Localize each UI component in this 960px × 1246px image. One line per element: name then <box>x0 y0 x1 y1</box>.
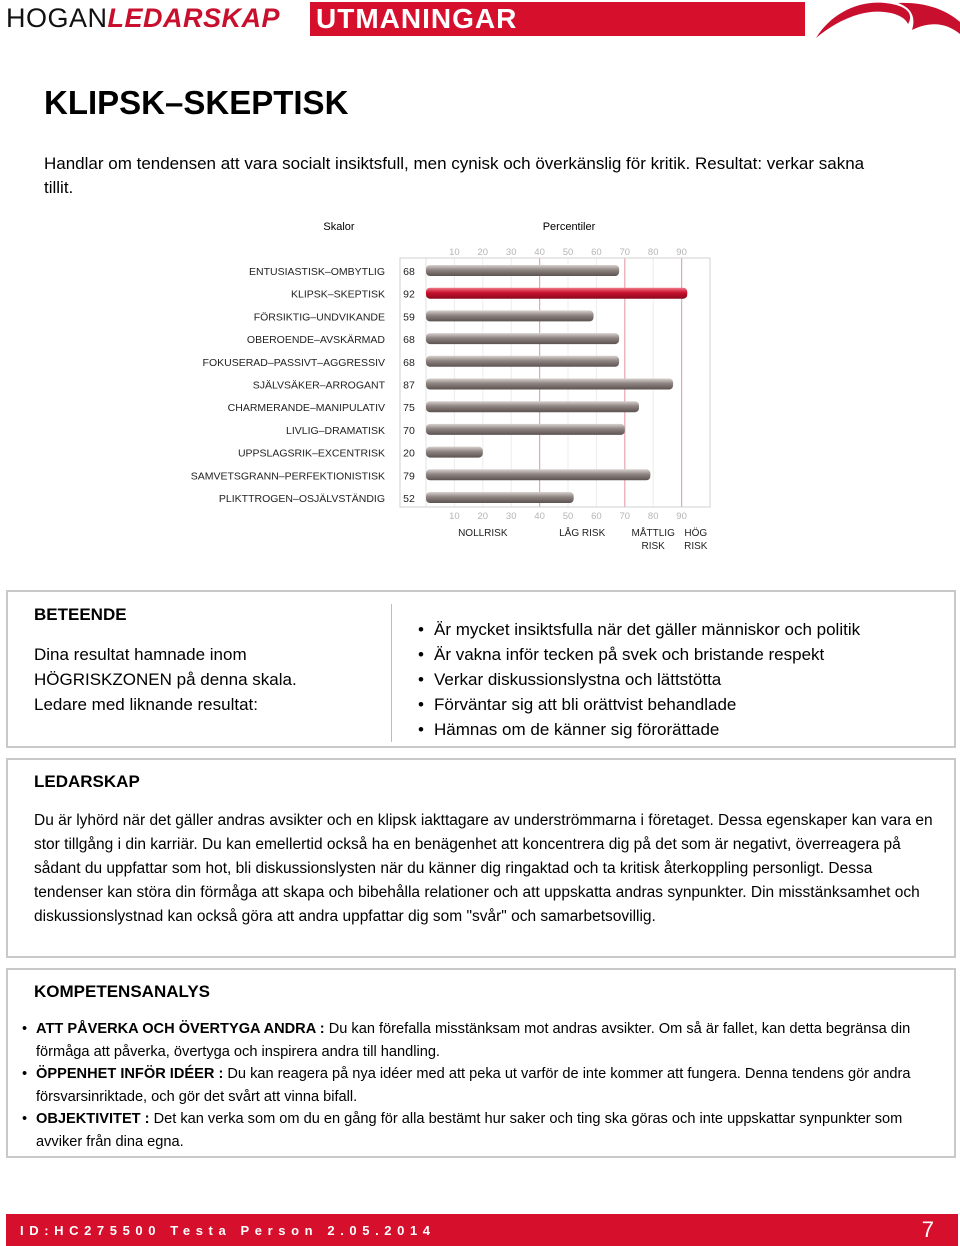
scale-label: SAMVETSGRANN–PERFEKTIONISTISK <box>190 470 385 483</box>
intro-text: Handlar om tendensen att vara socialt insiktsfull, men cynisk och överkänslig för kritik. Resultat: verkar sakna tillit. <box>44 154 865 197</box>
behavior-heading: BETEENDE <box>34 605 127 624</box>
tick-label-top: 30 <box>505 247 517 258</box>
competence-text: Du kan förefalla misstänksam mot andras avsikter. Om så är fallet, kan detta begränsa din förmåga att påverka, övertyga och inspirera andra till handling. <box>36 1021 911 1060</box>
scale-label: UPPSLAGSRIK–EXCENTRISK <box>237 447 385 460</box>
list-item: • Förväntar sig att bli orättvist behandlade <box>418 692 860 717</box>
leadership-box <box>6 758 956 958</box>
bar <box>426 401 639 412</box>
competence-list <box>22 1018 942 1153</box>
leadership-heading: LEDARSKAP <box>34 772 140 791</box>
list-item: • Hämnas om de känner sig förorättade <box>418 717 860 742</box>
scale-label: CHARMERANDE–MANIPULATIV <box>227 402 385 415</box>
zone-label: HÖG <box>684 528 708 539</box>
competence-label: ATT PÅVERKA OCH ÖVERTYGA ANDRA : <box>36 1021 325 1037</box>
scale-value: 92 <box>403 288 415 301</box>
tick-label-bottom: 50 <box>562 511 574 522</box>
bar <box>426 333 619 344</box>
brand-bold: LEDARSKAP <box>107 3 281 33</box>
page-number: 7 <box>921 1217 934 1242</box>
bar-highlight <box>426 288 687 299</box>
page-header <box>0 0 960 40</box>
tick-label-top: 10 <box>449 247 460 258</box>
bar <box>426 379 673 390</box>
scale-value: 68 <box>403 334 415 347</box>
competence-text: Du kan reagera på nya idéer med att peka ut varför de inte kommer att fungera. Denna tendens gör andra försvarsinriktade, och gör det svårt att vinna bifall. <box>36 1066 911 1105</box>
scale-label: SJÄLVSÄKER–ARROGANT <box>252 379 385 392</box>
scale-label: OBEROENDE–AVSKÄRMAD <box>246 334 385 347</box>
tick-label-bottom: 80 <box>647 511 659 522</box>
brand-logo-text <box>6 3 280 34</box>
tick-label-top: 50 <box>562 247 574 258</box>
scale-label: FÖRSIKTIG–UNDVIKANDE <box>253 311 385 324</box>
bar <box>426 447 483 458</box>
tick-label-bottom: 10 <box>449 511 460 522</box>
report-id: ID:HC275500 Testa Person 2.05.2014 <box>20 1223 436 1238</box>
bar <box>426 424 625 435</box>
scale-value: 75 <box>403 402 415 415</box>
tick-label-bottom: 90 <box>676 511 687 522</box>
swoosh-logo-icon <box>812 0 960 40</box>
scale-label: LIVLIG–DRAMATISK <box>285 424 385 437</box>
zone-label-line2: RISK <box>641 541 665 552</box>
behavior-summary-line: Dina resultat hamnade inom <box>34 645 247 664</box>
competence-box <box>6 968 956 1158</box>
percentiles-header: Percentiler <box>542 221 596 233</box>
tick-label-top: 60 <box>591 247 602 258</box>
zone-label: NOLLRISK <box>458 528 508 539</box>
behavior-box <box>6 590 956 748</box>
scale-value: 68 <box>403 266 415 278</box>
page-footer <box>6 1214 958 1246</box>
tick-label-top: 70 <box>619 247 631 258</box>
list-item: • Är vakna inför tecken på svek och bristande respekt <box>418 642 860 667</box>
scale-value: 70 <box>403 424 415 437</box>
scale-label: KLIPSK–SKEPTISK <box>291 288 385 301</box>
list-item <box>22 1108 942 1153</box>
zone-label: LÅG RISK <box>559 528 606 539</box>
behavior-list <box>418 617 860 742</box>
scale-value: 87 <box>403 379 415 392</box>
percentile-chart <box>0 210 960 580</box>
scale-value: 52 <box>403 493 415 505</box>
tick-label-top: 20 <box>477 247 489 258</box>
list-item: • Verkar diskussionslystna och lättstötta <box>418 667 860 692</box>
tick-label-top: 80 <box>647 247 659 258</box>
scale-label: PLIKTTROGEN–OSJÄLVSTÄNDIG <box>218 493 385 505</box>
list-item <box>22 1018 942 1063</box>
zone-label-line2: RISK <box>684 541 708 552</box>
competence-label: ÖPPENHET INFÖR IDÉER : <box>36 1066 224 1082</box>
tick-label-bottom: 60 <box>591 511 602 522</box>
zone-label: MÅTTLIG <box>631 528 675 539</box>
section-tag: UTMANINGAR <box>310 2 805 36</box>
brand-light: HOGAN <box>6 3 108 33</box>
tick-label-top: 90 <box>676 247 687 258</box>
behavior-summary-line: HÖGRISKZONEN på denna skala. <box>34 670 297 689</box>
scale-value: 20 <box>403 447 415 460</box>
bar <box>426 310 594 321</box>
scale-value: 59 <box>403 311 415 324</box>
tick-label-top: 40 <box>534 247 545 258</box>
bar <box>426 265 619 276</box>
tick-label-bottom: 20 <box>477 511 489 522</box>
bar <box>426 492 574 503</box>
bar <box>426 356 619 367</box>
divider <box>391 604 392 742</box>
scales-header: Skalor <box>323 221 355 233</box>
tick-label-bottom: 70 <box>619 511 631 522</box>
behavior-summary <box>34 642 374 717</box>
scale-value: 68 <box>403 356 415 369</box>
list-item: • Är mycket insiktsfulla när det gäller människor och politik <box>418 617 860 642</box>
competence-heading: KOMPETENSANALYS <box>34 982 211 1001</box>
competence-text: Det kan verka som om du en gång för alla bestämt hur saker och ting ska göras och inte uppskattar synpunkter som avviker från dina egna. <box>36 1111 903 1150</box>
bar <box>426 469 650 480</box>
competence-label: OBJEKTIVITET : <box>36 1111 150 1127</box>
tick-label-bottom: 40 <box>534 511 545 522</box>
scale-value: 79 <box>403 470 415 483</box>
tick-label-bottom: 30 <box>505 511 517 522</box>
scale-label: FOKUSERAD–PASSIVT–AGGRESSIV <box>202 356 385 369</box>
leadership-text: Du är lyhörd när det gäller andras avsikter och en klipsk iakttagare av underströmmarna i företaget. Dessa egenskaper kan vara en stor tillgång i din karriär. Du kan emellertid också ha en benägenhet att koncentrera dig på det som är negativt, överreagera på sådant du uppfattar som hot, bli diskussionslysten när du känner dig ringaktad och ta kritisk återkoppling personligt. Dessa tendenser kan störa din förmåga att skapa och bibehålla relationer och att uppskatta andras synpunkter. Din misstänksamhet och diskussionslystnad kan också göra att andra uppfattar dig som "svår" och samarbetsovillig. <box>34 812 933 925</box>
page-title: KLIPSK–SKEPTISK <box>44 84 349 121</box>
behavior-summary-line: Ledare med liknande resultat: <box>34 695 258 714</box>
list-item <box>22 1063 942 1108</box>
scale-label: ENTUSIASTISK–OMBYTLIG <box>249 266 385 278</box>
